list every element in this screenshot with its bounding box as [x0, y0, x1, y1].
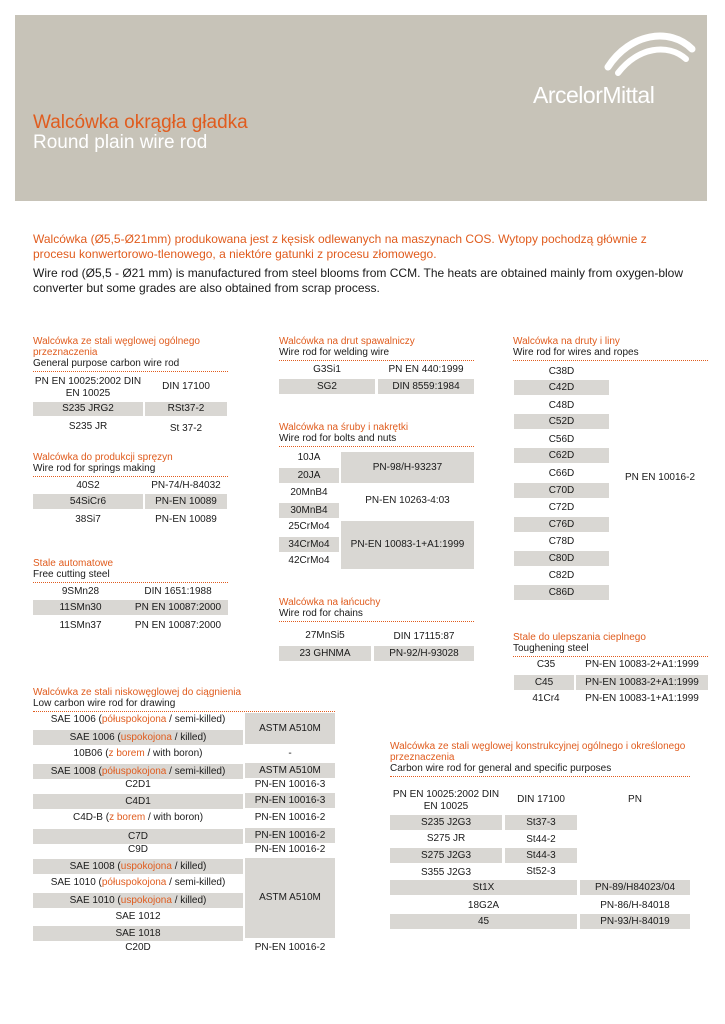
table-cell: PN EN 10025:2002 DIN EN 10025	[392, 789, 500, 812]
divider	[33, 371, 228, 372]
table-cell: PN-93/H-84019	[580, 914, 690, 929]
table-cell: DIN 17115:87	[393, 631, 455, 642]
table-cell: PN-EN 10016-2	[245, 828, 335, 843]
table-cell: PN-74/H-84032	[151, 480, 221, 491]
table-cell: DIN 17100	[517, 794, 565, 805]
section-bolts-nuts	[279, 422, 474, 451]
section-heading-pl: Stale automatowe	[33, 558, 114, 569]
table-cell: St52-3	[526, 866, 556, 877]
table-cell: S275 J2G3	[390, 848, 502, 863]
divider	[513, 656, 708, 657]
table-cell: PN-EN 10083-1+A1:1999	[585, 693, 699, 704]
table-cell: 20JA	[279, 468, 339, 483]
table-row	[33, 794, 243, 809]
table-cell: ASTM A510M	[245, 713, 335, 744]
table-cell: DIN 8559:1984	[378, 379, 474, 394]
grade-type-pl: z borem	[108, 748, 145, 759]
grade-type-pl: półuspokojona	[101, 877, 167, 888]
table-cell: PN-92/H-93028	[374, 646, 474, 661]
grade-type-en: / semi-killed)	[166, 714, 226, 725]
table-cell: S235 JR	[68, 421, 108, 432]
grade-name: SAE 1010 (	[69, 895, 121, 906]
table-cell: ASTM A510M	[245, 858, 335, 938]
grade-name: SAE 1006 (	[69, 732, 121, 743]
table-cell: C70D	[514, 483, 609, 498]
table-cell: 10JA	[297, 452, 321, 463]
table-row	[33, 714, 243, 726]
table-cell: 25CrMo4	[288, 521, 330, 532]
table-cell: C48D	[548, 400, 575, 411]
table-cell: St44-2	[526, 834, 556, 845]
table-row	[33, 911, 243, 923]
divider	[513, 360, 708, 361]
table-row	[33, 812, 243, 824]
section-low-carbon	[33, 687, 335, 716]
divider	[279, 360, 474, 361]
page-title-en: Round plain wire rod	[33, 132, 208, 153]
table-cell: PN-EN 10016-2	[254, 942, 326, 953]
table-cell: PN EN 440:1999	[388, 364, 464, 375]
grade-name: SAE 1018	[115, 928, 161, 939]
grade-name: 10B06 (	[73, 748, 109, 759]
section-heading-pl: Walcówka na drut spawalniczy	[279, 336, 415, 347]
table-cell: 42CrMo4	[288, 555, 330, 566]
table-cell: C66D	[548, 468, 575, 479]
grade-name: C4D1	[125, 796, 151, 807]
table-row	[33, 877, 243, 889]
section-heading-en: Low carbon wire rod for drawing	[33, 698, 176, 709]
section-heading-en: Carbon wire rod for general and specific purposes	[390, 763, 612, 774]
table-cell: C80D	[514, 551, 609, 566]
table-cell: 20MnB4	[290, 487, 328, 498]
intro-text-en: Wire rod (Ø5,5 - Ø21 mm) is manufactured from steel blooms from CCM. The heats are obtained mainly from oxygen-blow converter but some grades are also obtained from scrap process.	[33, 266, 684, 295]
table-cell: 38Si7	[75, 514, 101, 525]
table-cell: St 37-2	[169, 423, 203, 434]
section-heading-pl: Walcówka ze stali węglowej ogólnego przeznaczenia	[33, 336, 200, 358]
section-heading-pl: Walcówka ze stali węglowej konstrukcyjnej ogólnego i określonego przeznaczenia	[390, 741, 686, 763]
table-cell: PN EN 10025:2002 DIN EN 10025	[34, 376, 142, 399]
section-general-purpose	[33, 336, 228, 376]
table-cell: 45	[390, 914, 577, 929]
divider	[33, 711, 335, 712]
divider	[33, 476, 228, 477]
table-cell: 23 GHNMA	[279, 646, 371, 661]
table-cell: C42D	[514, 380, 609, 395]
section-heading-en: General purpose carbon wire rod	[33, 358, 180, 369]
grade-type-en: / killed)	[171, 895, 207, 906]
table-cell: PN-EN 10083-2+A1:1999	[585, 659, 699, 670]
table-row	[33, 829, 243, 844]
table-row	[33, 779, 243, 791]
table-cell: SG2	[279, 379, 375, 394]
grade-name: C20D	[125, 942, 151, 953]
grade-name: C9D	[127, 844, 148, 855]
section-heading-en: Wire rod for chains	[279, 608, 363, 619]
section-chains	[279, 597, 474, 626]
table-cell: PN EN 10016-2	[624, 472, 696, 483]
table-row	[33, 926, 243, 941]
grade-name: C4D-B (	[72, 812, 110, 823]
grade-type-pl: półuspokojona	[101, 766, 167, 777]
table-cell: DIN 17100	[162, 381, 210, 392]
section-heading-pl: Walcówka ze stali niskowęglowej do ciągnienia	[33, 687, 242, 698]
grade-type-pl: uspokojona	[120, 732, 172, 743]
table-cell: 54SiCr6	[33, 494, 143, 509]
grade-type-pl: uspokojona	[120, 861, 172, 872]
table-cell: -	[288, 748, 292, 759]
table-cell: PN-EN 10263-4:03	[365, 495, 450, 506]
intro-text-pl: Walcówka (Ø5,5-Ø21mm) produkowana jest z kęsisk odlewanych na maszynach COS. Wytopy pochodzą głównie z procesu konwertorowo-tlenowego, a niektóre gatunki z procesu złomowego.	[33, 232, 647, 261]
table-cell: 34CrMo4	[279, 537, 339, 552]
table-cell: C62D	[514, 448, 609, 463]
grade-name: C2D1	[125, 779, 151, 790]
table-cell: C45	[514, 675, 574, 690]
table-cell: ASTM A510M	[245, 763, 335, 778]
grade-name: SAE 1006 (	[50, 714, 102, 725]
grade-type-en: / with boron)	[144, 748, 203, 759]
section-heading-pl: Walcówka do produkcji spręzyn	[33, 452, 173, 463]
page-title-pl: Walcówka okrągła gładka	[33, 112, 248, 133]
grade-type-en: / killed)	[171, 861, 207, 872]
table-cell: C38D	[548, 366, 575, 377]
table-cell: St44-3	[505, 848, 577, 863]
table-cell: S275 JR	[426, 833, 466, 844]
table-cell: PN-86/H-84018	[600, 900, 670, 911]
grade-type-en: / semi-killed)	[166, 766, 226, 777]
section-carbon-general	[390, 741, 690, 781]
table-cell: C35	[536, 659, 556, 670]
section-heading-pl: Walcówka na śruby i nakrętki	[279, 422, 409, 433]
table-cell: PN-EN 10016-2	[254, 812, 326, 823]
table-cell: 41Cr4	[532, 693, 560, 704]
section-heading-en: Free cutting steel	[33, 569, 110, 580]
table-cell: St37-3	[505, 815, 577, 830]
table-cell: PN EN 10087:2000	[128, 600, 228, 615]
divider	[279, 621, 474, 622]
section-heading-en: Wire rod for wires and ropes	[513, 347, 639, 358]
table-cell: 18G2A	[467, 900, 500, 911]
table-cell: PN-EN 10016-2	[254, 844, 326, 855]
grade-name: SAE 1012	[115, 911, 161, 922]
table-cell: PN-EN 10016-3	[245, 793, 335, 808]
table-cell: 11SMn30	[33, 600, 128, 615]
section-welding-wire	[279, 336, 474, 365]
table-cell: PN-EN 10016-3	[254, 779, 326, 790]
grade-name: C7D	[127, 831, 148, 842]
section-heading-en: Toughening steel	[513, 643, 589, 654]
table-cell: C56D	[548, 434, 575, 445]
table-row	[33, 859, 243, 874]
table-cell: PN	[628, 794, 642, 805]
table-cell: S235 JRG2	[33, 402, 143, 416]
table-cell: DIN 1651:1988	[144, 586, 212, 597]
table-cell: 40S2	[76, 480, 100, 491]
divider	[279, 446, 474, 447]
grade-name: SAE 1008 (	[69, 861, 121, 872]
divider	[33, 582, 228, 583]
table-cell: PN-EN 10089	[145, 494, 227, 509]
section-heading-pl: Stale do ulepszania cieplnego	[513, 632, 646, 643]
table-cell: S235 J2G3	[390, 815, 502, 830]
section-heading-en: Wire rod for springs making	[33, 463, 156, 474]
table-cell: C52D	[514, 414, 609, 429]
section-heading-en: Wire rod for bolts and nuts	[279, 433, 397, 444]
table-row	[33, 764, 243, 779]
table-cell: C72D	[548, 502, 575, 513]
section-heading-pl: Walcówka na łańcuchy	[279, 597, 381, 608]
section-free-cutting	[33, 558, 228, 587]
section-heading-en: Wire rod for welding wire	[279, 347, 390, 358]
table-row	[33, 893, 243, 908]
table-cell: 11SMn37	[59, 620, 102, 631]
grade-type-pl: półuspokojona	[101, 714, 167, 725]
table-cell: C76D	[514, 517, 609, 532]
section-heading-pl: Walcówka na druty i liny	[513, 336, 620, 347]
table-cell: G3Si1	[313, 364, 341, 375]
grade-type-en: / with boron)	[145, 812, 204, 823]
table-cell: S355 J2G3	[420, 867, 472, 878]
grade-type-en: / semi-killed)	[166, 877, 226, 888]
divider	[390, 776, 690, 777]
table-cell: PN EN 10087:2000	[134, 620, 222, 631]
table-cell: PN-EN 10083-2+A1:1999	[576, 675, 708, 690]
table-cell: PN-EN 10083-1+A1:1999	[341, 521, 474, 569]
table-cell: PN-98/H-93237	[341, 452, 474, 483]
table-cell: PN-EN 10089	[155, 514, 217, 525]
grade-type-pl: z borem	[109, 812, 146, 823]
grade-type-en: / killed)	[171, 732, 207, 743]
table-cell: RSt37-2	[145, 402, 227, 416]
table-row	[33, 748, 243, 760]
arcelormittal-logo-icon	[590, 23, 700, 83]
table-row	[33, 730, 243, 745]
table-cell: C82D	[548, 570, 575, 581]
grade-name: SAE 1008 (	[50, 766, 102, 777]
section-wires-ropes	[513, 336, 708, 365]
table-row	[33, 942, 243, 954]
table-cell: PN-89/H84023/04	[580, 880, 690, 895]
table-cell: 27MnSi5	[305, 630, 345, 641]
section-springs	[33, 452, 228, 481]
table-cell: C78D	[548, 536, 575, 547]
grade-type-pl: uspokojona	[120, 895, 172, 906]
table-cell: 30MnB4	[279, 503, 339, 518]
brand-name: ArcelorMittal	[533, 82, 655, 108]
table-cell: 9SMn28	[61, 586, 100, 597]
grade-name: SAE 1010 (	[50, 877, 102, 888]
table-cell: C86D	[514, 585, 609, 600]
section-toughening	[513, 632, 708, 661]
table-cell: St1X	[390, 880, 577, 895]
table-row	[33, 844, 243, 856]
